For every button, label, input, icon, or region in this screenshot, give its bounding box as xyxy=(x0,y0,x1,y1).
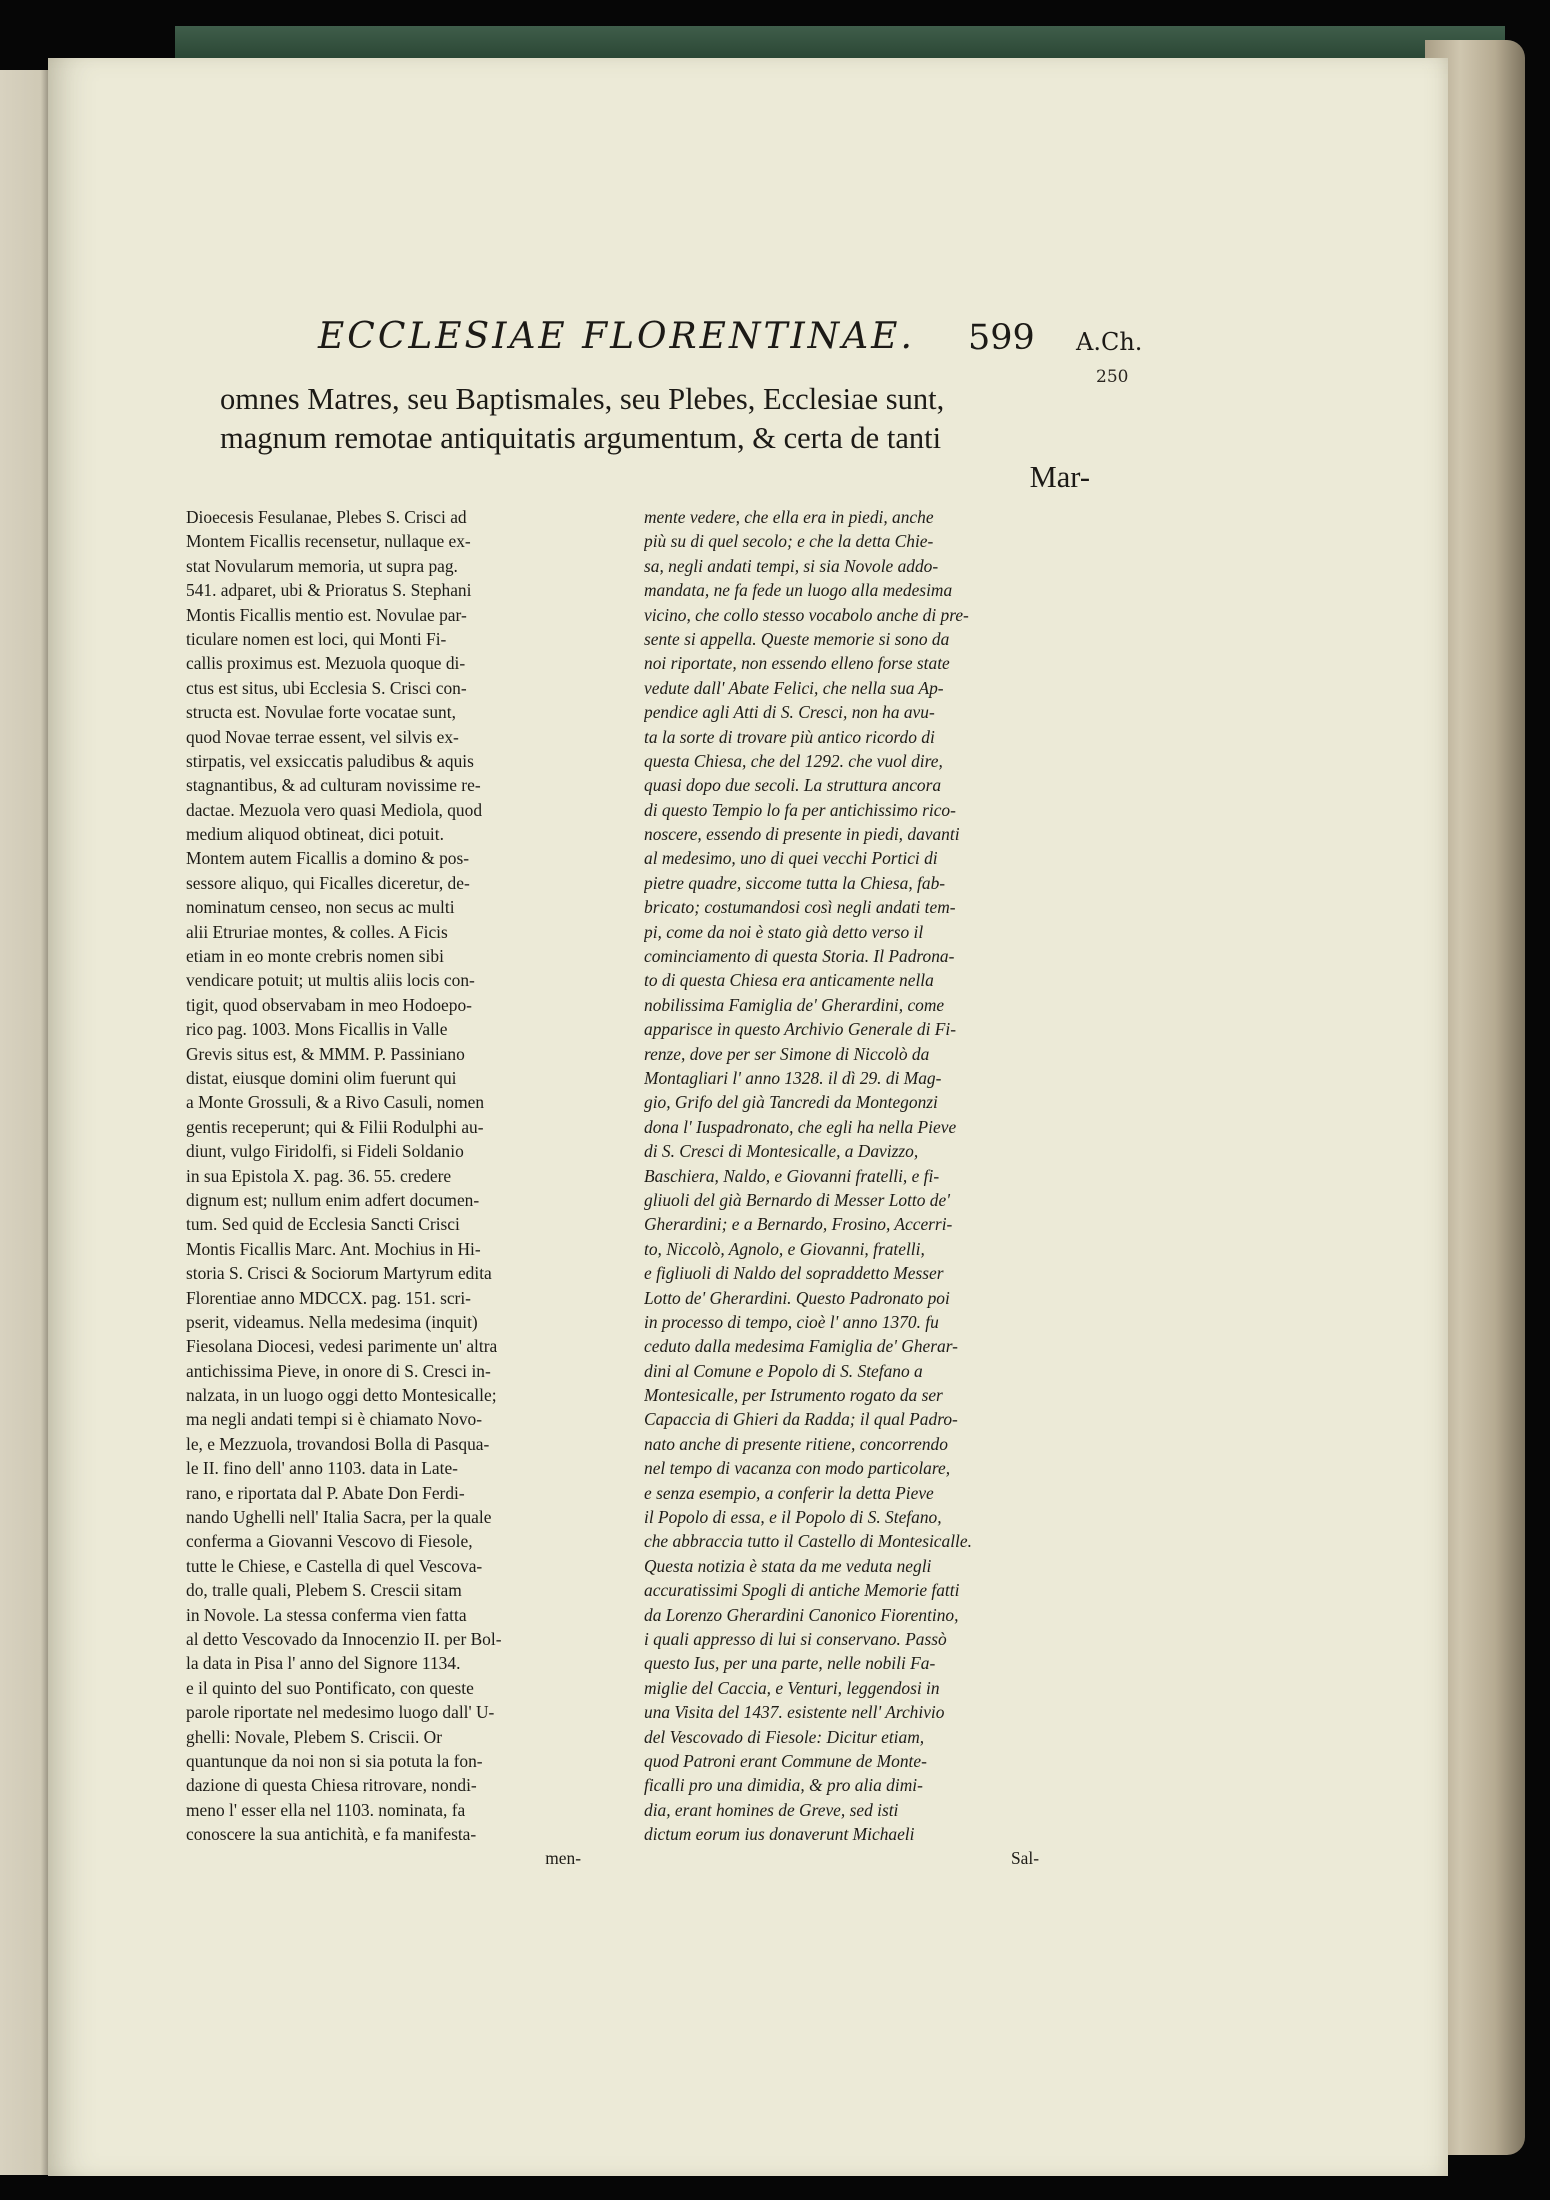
text-line: rico pag. 1003. Mons Ficallis in Valle xyxy=(186,1019,448,1040)
text-line: nominatum censeo, non secus ac multi xyxy=(186,897,455,918)
text-line: bricato; costumandosi così negli andati tem- xyxy=(644,897,956,918)
text-line: Fiesolana Diocesi, vedesi parimente un' altra xyxy=(186,1336,498,1357)
lede-line: omnes Matres, seu Baptismales, seu Plebes, Ecclesiae sunt, xyxy=(220,382,945,416)
text-line: quasi dopo due secoli. La struttura ancora xyxy=(644,775,942,796)
text-line: in sua Epistola X. pag. 36. 55. credere xyxy=(186,1165,452,1186)
text-line: al detto Vescovado da Innocenzio II. per Bol- xyxy=(186,1628,502,1649)
text-line: Montis Ficallis Marc. Ant. Mochius in Hi- xyxy=(186,1238,481,1259)
text-line: diunt, vulgo Firidolfi, si Fideli Soldanio xyxy=(186,1141,464,1162)
text-line: conoscere la sua antichità, e fa manifesta- xyxy=(186,1824,477,1845)
text-line: di S. Cresci di Montesicalle, a Davizzo, xyxy=(644,1141,919,1162)
text-line: dignum est; nullum enim adfert documen- xyxy=(186,1189,480,1210)
text-line: i quali appresso di lui si conservano. Passò xyxy=(644,1628,947,1649)
text-line: stirpatis, vel exsiccatis paludibus & aquis xyxy=(186,750,474,771)
text-line: sa, negli andati tempi, si sia Novole addo- xyxy=(644,555,939,576)
text-line: pendice agli Atti di S. Cresci, non ha avu- xyxy=(644,702,935,723)
text-line: storia S. Crisci & Sociorum Martyrum edita xyxy=(186,1263,492,1284)
text-line: a Monte Grossuli, & a Rivo Casuli, nomen xyxy=(186,1092,485,1113)
text-line: dactae. Mezuola vero quasi Mediola, quod xyxy=(186,799,483,820)
text-line: e il quinto del suo Pontificato, con queste xyxy=(186,1677,474,1698)
lede-catchword: Mar- xyxy=(1029,460,1090,494)
text-line: Lotto de' Gherardini. Questo Padronato poi xyxy=(644,1287,950,1308)
text-line: stagnantibus, & ad culturam novissime re- xyxy=(186,775,481,796)
text-line: rano, e riportata dal P. Abate Don Ferdi- xyxy=(186,1482,465,1503)
text-line: sente si appella. Queste memorie si sono da xyxy=(644,628,950,649)
text-line: nalzata, in un luogo oggi detto Montesicalle; xyxy=(186,1385,497,1406)
text-line: accuratissimi Spogli di antiche Memorie fatti xyxy=(644,1580,960,1601)
text-line: che abbraccia tutto il Castello di Montesicalle. xyxy=(644,1531,972,1552)
text-line: Questa notizia è stata da me veduta negli xyxy=(644,1555,932,1576)
text-line: di questo Tempio lo fa per antichissimo rico- xyxy=(644,799,956,820)
text-line: del Vescovado di Fiesole: Dicitur etiam, xyxy=(644,1726,925,1747)
text-line: al medesimo, uno di quei vecchi Portici di xyxy=(644,848,938,869)
text-line: 541. adparet, ubi & Prioratus S. Stephani xyxy=(186,580,472,601)
text-line: Montagliari l' anno 1328. il dì 29. di Mag- xyxy=(644,1067,942,1088)
text-line: nato anche di presente ritiene, concorrendo xyxy=(644,1433,948,1454)
text-line: ctus est situs, ubi Ecclesia S. Crisci con- xyxy=(186,677,467,698)
text-line: gio, Grifo del già Tancredi da Montegonzi xyxy=(644,1092,938,1113)
text-line: etiam in eo monte crebris nomen sibi xyxy=(186,946,444,967)
text-line: noi riportate, non essendo elleno forse state xyxy=(644,653,950,674)
text-line: callis proximus est. Mezuola quoque di- xyxy=(186,653,466,674)
text-line: dona l' Iuspadronato, che egli ha nella Pieve xyxy=(644,1116,957,1137)
text-line: Grevis situs est, & MMM. P. Passiniano xyxy=(186,1043,465,1064)
text-line: antichissima Pieve, in onore di S. Cresci in- xyxy=(186,1360,491,1381)
text-line: gliuoli del già Bernardo di Messer Lotto de' xyxy=(644,1189,950,1210)
text-line: dia, erant homines de Greve, sed isti xyxy=(644,1799,899,1820)
text-line: ceduto dalla medesima Famiglia de' Gherar- xyxy=(644,1336,958,1357)
text-line: da Lorenzo Gherardini Canonico Fiorentino, xyxy=(644,1604,959,1625)
text-line: vendicare potuit; ut multis aliis locis con- xyxy=(186,970,475,991)
text-line: medium aliquod obtineat, dici potuit. xyxy=(186,824,444,845)
text-line: ficalli pro una dimidia, & pro alia dimi- xyxy=(644,1775,923,1796)
running-title: ECCLESIAE FLORENTINAE. xyxy=(318,316,915,357)
text-line: cominciamento di questa Storia. Il Padrona- xyxy=(644,946,955,967)
text-line: to, Niccolò, Agnolo, e Giovanni, fratelli, xyxy=(644,1238,925,1259)
text-line: in Novole. La stessa conferma vien fatta xyxy=(186,1604,467,1625)
text-line: miglie del Caccia, e Venturi, leggendosi in xyxy=(644,1677,940,1698)
text-line: vicino, che collo stesso vocabolo anche di pre- xyxy=(644,604,969,625)
text-line: Montis Ficallis mentio est. Novulae par- xyxy=(186,604,467,625)
text-line: Gherardini; e a Bernardo, Frosino, Accerri- xyxy=(644,1214,953,1235)
text-line: gentis receperunt; qui & Filii Rodulphi au- xyxy=(186,1116,484,1137)
lede-line: magnum remotae antiquitatis argumentum, & certa de tanti xyxy=(220,421,942,455)
text-line: quod Patroni erant Commune de Monte- xyxy=(644,1750,927,1771)
text-line: ticulare nomen est loci, qui Monti Fi- xyxy=(186,628,447,649)
text-line: mente vedere, che ella era in piedi, anche xyxy=(644,507,934,527)
facing-page-edge xyxy=(0,70,48,2175)
lede-paragraph xyxy=(220,380,1090,497)
text-line: Dioecesis Fesulanae, Plebes S. Crisci ad xyxy=(186,507,467,527)
text-line: apparisce in questo Archivio Generale di Fi- xyxy=(644,1019,957,1040)
margin-year: 250 xyxy=(1096,367,1129,387)
text-line: Baschiera, Naldo, e Giovanni fratelli, e fi- xyxy=(644,1165,940,1186)
text-line: dazione di questa Chiesa ritrovare, nondi- xyxy=(186,1775,477,1796)
text-line: dini al Comune e Popolo di S. Stefano a xyxy=(644,1360,923,1381)
column-catchword: Sal- xyxy=(1010,1848,1039,1869)
text-line: il Popolo di essa, e il Popolo di S. Stefano, xyxy=(644,1507,942,1528)
text-line: stat Novularum memoria, ut supra pag. xyxy=(186,555,458,576)
column-catchword: men- xyxy=(545,1848,581,1869)
text-line: parole riportate nel medesimo luogo dall' U- xyxy=(186,1702,495,1723)
text-line: sessore aliquo, qui Ficalles diceretur, de- xyxy=(186,872,470,893)
text-line: quod Novae terrae essent, vel silvis ex- xyxy=(186,726,459,747)
text-line: renze, dove per ser Simone di Niccolò da xyxy=(644,1043,930,1064)
text-line: Montesicalle, per Istrumento rogato da ser xyxy=(644,1385,943,1406)
text-line: e figliuoli di Naldo del sopraddetto Messer xyxy=(644,1263,944,1284)
book-cover-edge xyxy=(175,26,1505,58)
text-line: le, e Mezzuola, trovandosi Bolla di Pasqua- xyxy=(186,1433,490,1454)
text-line: la data in Pisa l' anno del Signore 1134. xyxy=(186,1653,461,1674)
text-line: structa est. Novulae forte vocatae sunt, xyxy=(186,702,456,723)
text-line: to di questa Chiesa era anticamente nella xyxy=(644,970,934,991)
text-line: tum. Sed quid de Ecclesia Sancti Crisci xyxy=(186,1214,460,1235)
text-line: e senza esempio, a conferir la detta Pieve xyxy=(644,1482,934,1503)
text-line: meno l' esser ella nel 1103. nominata, fa xyxy=(186,1799,466,1820)
text-line: le II. fino dell' anno 1103. data in Late- xyxy=(186,1458,458,1479)
text-line: nobilissima Famiglia de' Gherardini, come xyxy=(644,994,945,1015)
text-line: ma negli andati tempi si è chiamato Novo- xyxy=(186,1409,483,1430)
text-line: tutte le Chiese, e Castella di quel Vescova- xyxy=(186,1555,483,1576)
text-line: pserit, videamus. Nella medesima (inquit) xyxy=(186,1311,478,1332)
text-line: nando Ughelli nell' Italia Sacra, per la quale xyxy=(186,1507,492,1528)
text-line: vedute dall' Abate Felici, che nella sua Ap- xyxy=(644,677,944,698)
text-line: do, tralle quali, Plebem S. Crescii sitam xyxy=(186,1580,462,1601)
text-line: nel tempo di vacanza con modo particolare, xyxy=(644,1458,951,1479)
text-line: Florentiae anno MDCCX. pag. 151. scri- xyxy=(186,1287,471,1308)
text-line: noscere, essendo di presente in piedi, davanti xyxy=(644,824,960,845)
text-line: questa Chiesa, che del 1292. che vuol dire, xyxy=(644,750,943,771)
text-line: alii Etruriae montes, & colles. A Ficis xyxy=(186,921,448,942)
text-line: più su di quel secolo; e che la detta Chie- xyxy=(644,531,934,552)
text-line: Montem autem Ficallis a domino & pos- xyxy=(186,848,470,869)
page-header xyxy=(48,316,1198,366)
text-line: tigit, quod observabam in meo Hodoepo- xyxy=(186,994,472,1015)
text-line: ghelli: Novale, Plebem S. Criscii. Or xyxy=(186,1726,442,1747)
text-line: Capaccia di Ghieri da Radda; il qual Padro- xyxy=(644,1409,958,1430)
text-line: quantunque da noi non si sia potuta la fon- xyxy=(186,1750,483,1771)
text-line: pi, come da noi è stato già detto verso il xyxy=(644,921,924,942)
text-line: conferma a Giovanni Vescovo di Fiesole, xyxy=(186,1531,473,1552)
right-column xyxy=(644,505,1039,1871)
text-line: questo Ius, per una parte, nelle nobili Fa- xyxy=(644,1653,936,1674)
text-line: Montem Ficallis recensetur, nullaque ex- xyxy=(186,531,471,552)
text-line: in processo di tempo, cioè l' anno 1370. fu xyxy=(644,1311,939,1332)
text-line: una Visita del 1437. esistente nell' Archivio xyxy=(644,1702,945,1723)
left-column xyxy=(186,505,581,1871)
text-line: distat, eiusque domini olim fuerunt qui xyxy=(186,1067,457,1088)
text-line: dictum eorum ius donaverunt Michaeli xyxy=(644,1824,915,1845)
text-line: pietre quadre, siccome tutta la Chiesa, fab- xyxy=(644,872,946,893)
page-number: 599 xyxy=(968,318,1035,358)
text-line: mandata, ne fa fede un luogo alla medesima xyxy=(644,580,953,601)
text-line: ta la sorte di trovare più antico ricordo di xyxy=(644,726,935,747)
year-label: A.Ch. xyxy=(1076,328,1143,356)
book-page xyxy=(48,58,1448,2176)
